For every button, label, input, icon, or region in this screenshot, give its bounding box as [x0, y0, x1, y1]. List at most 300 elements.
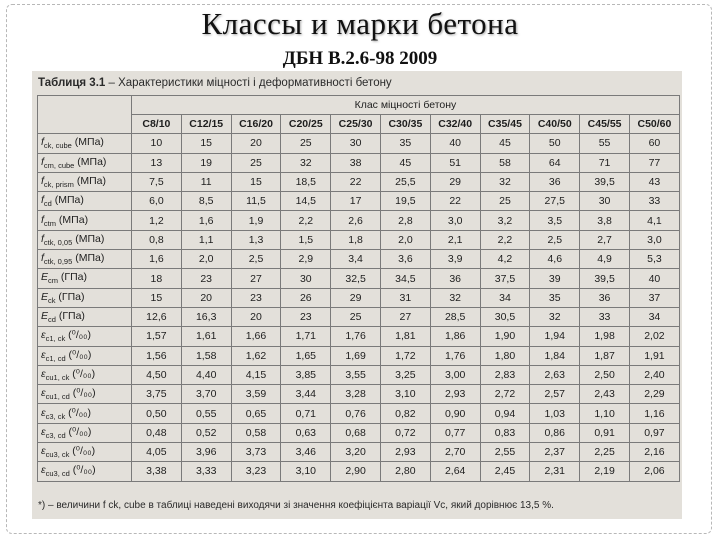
parameter-symbol: ε [41, 387, 46, 400]
parameter-symbol: ε [41, 348, 46, 361]
parameter-symbol: ε [41, 445, 46, 458]
value-cell: 1,98 [580, 327, 630, 346]
value-cell: 1,87 [580, 346, 630, 365]
value-cell: 15 [181, 134, 231, 153]
table-row [38, 423, 680, 442]
group-header: Клас міцності бетону [132, 96, 680, 115]
value-cell: 1,6 [181, 211, 231, 230]
value-cell: 2,40 [629, 365, 679, 384]
value-cell: 11,5 [231, 192, 281, 211]
parameter-subscript: c1, cd [45, 353, 66, 363]
value-cell: 23 [281, 307, 331, 326]
value-cell: 3,46 [281, 443, 331, 462]
value-cell: 2,93 [430, 385, 480, 404]
value-cell: 32 [480, 172, 530, 191]
parameter-subscript: c3, cd [45, 430, 66, 440]
value-cell: 3,4 [331, 250, 381, 269]
parameter-unit: (МПа) [51, 194, 84, 207]
value-cell: 3,44 [281, 385, 331, 404]
value-cell: 27 [380, 307, 430, 326]
table-body [38, 134, 680, 481]
value-cell: 2,45 [480, 462, 530, 481]
value-cell: 20 [231, 307, 281, 326]
value-cell: 34 [629, 307, 679, 326]
value-cell: 2,29 [629, 385, 679, 404]
value-cell: 4,50 [132, 365, 182, 384]
value-cell: 2,7 [580, 230, 630, 249]
table-row [38, 443, 680, 462]
value-cell: 2,0 [181, 250, 231, 269]
parameter-cell [38, 288, 132, 307]
table-row [38, 462, 680, 481]
slide-title: Классы и марки бетона [201, 6, 519, 41]
parameter-unit: (ГПа) [58, 271, 87, 284]
table-row [38, 404, 680, 423]
value-cell: 0,55 [181, 404, 231, 423]
value-cell: 32 [430, 288, 480, 307]
value-cell: 36 [580, 288, 630, 307]
value-cell: 14,5 [281, 192, 331, 211]
parameter-subscript: ck, cube [43, 141, 72, 151]
table-row [38, 250, 680, 269]
parameter-cell [38, 327, 132, 346]
value-cell: 4,05 [132, 443, 182, 462]
parameter-subscript: cd [48, 315, 56, 325]
value-cell: 0,86 [530, 423, 580, 442]
class-header-cell: C35/45 [480, 115, 530, 134]
value-cell: 51 [430, 153, 480, 172]
value-cell: 1,5 [281, 230, 331, 249]
value-cell: 1,86 [430, 327, 480, 346]
value-cell: 36 [430, 269, 480, 288]
parameter-cell [38, 404, 132, 423]
value-cell: 26 [281, 288, 331, 307]
value-cell: 0,83 [480, 423, 530, 442]
value-cell: 3,6 [380, 250, 430, 269]
value-cell: 2,83 [480, 365, 530, 384]
value-cell: 0,71 [281, 404, 331, 423]
value-cell: 1,6 [132, 250, 182, 269]
value-cell: 1,80 [480, 346, 530, 365]
value-cell: 37,5 [480, 269, 530, 288]
value-cell: 1,56 [132, 346, 182, 365]
value-cell: 4,9 [580, 250, 630, 269]
value-cell: 1,81 [380, 327, 430, 346]
value-cell: 2,55 [480, 443, 530, 462]
value-cell: 39,5 [580, 172, 630, 191]
value-cell: 2,25 [580, 443, 630, 462]
value-cell: 19 [181, 153, 231, 172]
parameter-symbol: f [41, 252, 44, 265]
parameter-symbol: ε [41, 329, 46, 342]
parameter-unit: (МПа) [73, 174, 106, 187]
value-cell: 1,91 [629, 346, 679, 365]
parameter-cell [38, 211, 132, 230]
table-row [38, 385, 680, 404]
parameter-symbol: f [41, 213, 44, 226]
parameter-subscript: cd [43, 199, 52, 209]
value-cell: 4,6 [530, 250, 580, 269]
value-cell: 5,3 [629, 250, 679, 269]
parameter-unit: (⁰/₀₀) [69, 367, 96, 380]
parameter-cell [38, 346, 132, 365]
value-cell: 34 [480, 288, 530, 307]
parameter-unit: (⁰/₀₀) [65, 348, 92, 361]
parameter-unit: (МПа) [56, 213, 89, 226]
value-cell: 3,25 [380, 365, 430, 384]
value-cell: 1,76 [331, 327, 381, 346]
value-cell: 2,93 [380, 443, 430, 462]
parameter-cell [38, 423, 132, 442]
parameter-cell [38, 192, 132, 211]
parameter-unit: (⁰/₀₀) [65, 425, 92, 438]
parameter-subscript: cu3, ck [45, 450, 70, 460]
value-cell: 1,3 [231, 230, 281, 249]
value-cell: 3,96 [181, 443, 231, 462]
value-cell: 2,43 [580, 385, 630, 404]
value-cell: 39,5 [580, 269, 630, 288]
value-cell: 25 [281, 134, 331, 153]
value-cell: 6,0 [132, 192, 182, 211]
value-cell: 20 [181, 288, 231, 307]
class-header-cell: C30/35 [380, 115, 430, 134]
parameter-symbol: ε [41, 425, 46, 438]
parameter-subscript: cm [48, 276, 59, 286]
value-cell: 1,8 [331, 230, 381, 249]
value-cell: 16,3 [181, 307, 231, 326]
value-cell: 0,82 [380, 404, 430, 423]
value-cell: 2,2 [281, 211, 331, 230]
table-row [38, 346, 680, 365]
footnote: *) – величини f ck, cube в таблиці наведені виходячи зі значення коефіцієнта варіації Vc, який дорівнює 13,5 %. [38, 500, 554, 511]
concrete-strength-table [37, 95, 680, 482]
table-row [38, 230, 680, 249]
value-cell: 1,1 [181, 230, 231, 249]
parameter-symbol: E [41, 290, 49, 303]
value-cell: 2,70 [430, 443, 480, 462]
value-cell: 2,19 [580, 462, 630, 481]
value-cell: 0,52 [181, 423, 231, 442]
value-cell: 35 [380, 134, 430, 153]
value-cell: 13 [132, 153, 182, 172]
value-cell: 30 [331, 134, 381, 153]
value-cell: 37 [629, 288, 679, 307]
class-header-cell: C40/50 [530, 115, 580, 134]
value-cell: 12,6 [132, 307, 182, 326]
value-cell: 33 [629, 192, 679, 211]
class-header-cell: C50/60 [629, 115, 679, 134]
value-cell: 32,5 [331, 269, 381, 288]
table-row [38, 365, 680, 384]
value-cell: 4,40 [181, 365, 231, 384]
value-cell: 1,65 [281, 346, 331, 365]
value-cell: 25 [480, 192, 530, 211]
value-cell: 22 [331, 172, 381, 191]
table-caption [38, 77, 392, 89]
parameter-symbol: f [41, 136, 44, 149]
value-cell: 45 [480, 134, 530, 153]
value-cell: 2,06 [629, 462, 679, 481]
value-cell: 34,5 [380, 269, 430, 288]
value-cell: 2,5 [530, 230, 580, 249]
parameter-unit: (⁰/₀₀) [65, 406, 91, 419]
value-cell: 2,90 [331, 462, 381, 481]
parameter-subscript: cu3, cd [45, 469, 70, 479]
value-cell: 2,37 [530, 443, 580, 462]
value-cell: 7,5 [132, 172, 182, 191]
class-header-cell: C20/25 [281, 115, 331, 134]
table-photo [32, 71, 682, 519]
parameter-cell [38, 462, 132, 481]
value-cell: 3,9 [430, 250, 480, 269]
parameter-subscript: ctk, 0,05 [43, 237, 73, 247]
value-cell: 0,8 [132, 230, 182, 249]
value-cell: 0,50 [132, 404, 182, 423]
value-cell: 4,2 [480, 250, 530, 269]
value-cell: 31 [380, 288, 430, 307]
parameter-unit: (⁰/₀₀) [65, 329, 91, 342]
value-cell: 27 [231, 269, 281, 288]
parameter-symbol: f [41, 232, 44, 245]
value-cell: 1,72 [380, 346, 430, 365]
value-cell: 4,1 [629, 211, 679, 230]
value-cell: 22 [430, 192, 480, 211]
class-header-cell: C12/15 [181, 115, 231, 134]
table-caption-label: Таблиця 3.1 [38, 77, 106, 89]
parameter-subscript: ck [48, 295, 56, 305]
table-row [38, 288, 680, 307]
parameter-subscript: ctm [43, 218, 57, 228]
parameter-unit: (МПа) [74, 155, 107, 168]
value-cell: 30 [281, 269, 331, 288]
parameter-unit: (ГПа) [55, 290, 85, 303]
table-row [38, 134, 680, 153]
parameter-symbol: f [41, 194, 44, 207]
class-header-cell: C45/55 [580, 115, 630, 134]
value-cell: 23 [181, 269, 231, 288]
parameter-unit: (ГПа) [55, 310, 85, 323]
value-cell: 30,5 [480, 307, 530, 326]
value-cell: 35 [530, 288, 580, 307]
parameter-subscript: ctk, 0,95 [43, 257, 73, 267]
table-row [38, 327, 680, 346]
parameter-cell [38, 385, 132, 404]
value-cell: 3,20 [331, 443, 381, 462]
value-cell: 11 [181, 172, 231, 191]
parameter-symbol: E [41, 271, 49, 284]
parameter-symbol: E [41, 310, 49, 323]
value-cell: 29 [331, 288, 381, 307]
value-cell: 0,48 [132, 423, 182, 442]
value-cell: 0,91 [580, 423, 630, 442]
value-cell: 60 [629, 134, 679, 153]
parameter-unit: (МПа) [72, 232, 105, 245]
value-cell: 0,72 [380, 423, 430, 442]
value-cell: 2,64 [430, 462, 480, 481]
value-cell: 0,90 [430, 404, 480, 423]
value-cell: 2,80 [380, 462, 430, 481]
value-cell: 3,0 [430, 211, 480, 230]
parameter-cell [38, 134, 132, 153]
value-cell: 64 [530, 153, 580, 172]
value-cell: 10 [132, 134, 182, 153]
parameter-subscript: c3, ck [45, 411, 66, 421]
parameter-cell [38, 365, 132, 384]
value-cell: 71 [580, 153, 630, 172]
table-row [38, 307, 680, 326]
parameter-unit: (⁰/₀₀) [69, 464, 96, 477]
value-cell: 30 [580, 192, 630, 211]
value-cell: 1,03 [530, 404, 580, 423]
parameter-symbol: ε [41, 464, 46, 477]
table-row [38, 211, 680, 230]
value-cell: 3,73 [231, 443, 281, 462]
value-cell: 1,62 [231, 346, 281, 365]
value-cell: 2,02 [629, 327, 679, 346]
value-cell: 3,0 [629, 230, 679, 249]
parameter-cell [38, 443, 132, 462]
value-cell: 25 [331, 307, 381, 326]
value-cell: 2,0 [380, 230, 430, 249]
value-cell: 3,00 [430, 365, 480, 384]
table-row [38, 153, 680, 172]
value-cell: 40 [430, 134, 480, 153]
value-cell: 45 [380, 153, 430, 172]
value-cell: 20 [231, 134, 281, 153]
value-cell: 4,15 [231, 365, 281, 384]
value-cell: 1,94 [530, 327, 580, 346]
value-cell: 1,69 [331, 346, 381, 365]
class-header-cell: C16/20 [231, 115, 281, 134]
value-cell: 1,84 [530, 346, 580, 365]
parameter-unit: (⁰/₀₀) [69, 387, 96, 400]
value-cell: 40 [629, 269, 679, 288]
value-cell: 1,57 [132, 327, 182, 346]
value-cell: 0,97 [629, 423, 679, 442]
value-cell: 58 [480, 153, 530, 172]
value-cell: 2,31 [530, 462, 580, 481]
table-caption-text: – Характеристики міцності і деформативності бетону [105, 77, 392, 89]
value-cell: 3,10 [380, 385, 430, 404]
value-cell: 2,72 [480, 385, 530, 404]
parameter-cell [38, 307, 132, 326]
parameter-symbol: ε [41, 367, 46, 380]
parameter-subscript: c1, ck [45, 334, 66, 344]
value-cell: 1,76 [430, 346, 480, 365]
parameter-symbol: f [41, 155, 44, 168]
value-cell: 3,10 [281, 462, 331, 481]
value-cell: 1,61 [181, 327, 231, 346]
value-cell: 55 [580, 134, 630, 153]
value-cell: 15 [231, 172, 281, 191]
value-cell: 0,77 [430, 423, 480, 442]
value-cell: 0,68 [331, 423, 381, 442]
value-cell: 25,5 [380, 172, 430, 191]
value-cell: 3,55 [331, 365, 381, 384]
parameter-subscript: cu1, cd [45, 392, 70, 402]
value-cell: 50 [530, 134, 580, 153]
value-cell: 43 [629, 172, 679, 191]
value-cell: 1,66 [231, 327, 281, 346]
value-cell: 3,23 [231, 462, 281, 481]
parameter-symbol: ε [41, 406, 46, 419]
value-cell: 18,5 [281, 172, 331, 191]
value-cell: 29 [430, 172, 480, 191]
value-cell: 8,5 [181, 192, 231, 211]
table-row [38, 269, 680, 288]
value-cell: 27,5 [530, 192, 580, 211]
parameter-subscript: cm, cube [43, 160, 75, 170]
value-cell: 2,2 [480, 230, 530, 249]
value-cell: 23 [231, 288, 281, 307]
value-cell: 1,16 [629, 404, 679, 423]
value-cell: 3,33 [181, 462, 231, 481]
value-cell: 3,85 [281, 365, 331, 384]
value-cell: 3,28 [331, 385, 381, 404]
value-cell: 3,75 [132, 385, 182, 404]
parameter-cell [38, 153, 132, 172]
slide-subtitle: ДБН В.2.6-98 2009 [282, 48, 438, 69]
value-cell: 33 [580, 307, 630, 326]
class-header-cell: C32/40 [430, 115, 480, 134]
value-cell: 0,65 [231, 404, 281, 423]
value-cell: 39 [530, 269, 580, 288]
parameter-unit: (МПа) [72, 252, 105, 265]
value-cell: 3,8 [580, 211, 630, 230]
value-cell: 2,6 [331, 211, 381, 230]
value-cell: 2,5 [231, 250, 281, 269]
value-cell: 1,2 [132, 211, 182, 230]
value-cell: 3,5 [530, 211, 580, 230]
class-header-cell: C8/10 [132, 115, 182, 134]
value-cell: 17 [331, 192, 381, 211]
value-cell: 1,10 [580, 404, 630, 423]
value-cell: 1,9 [231, 211, 281, 230]
table-row [38, 172, 680, 191]
value-cell: 2,57 [530, 385, 580, 404]
value-cell: 25 [231, 153, 281, 172]
value-cell: 2,63 [530, 365, 580, 384]
value-cell: 0,94 [480, 404, 530, 423]
value-cell: 77 [629, 153, 679, 172]
value-cell: 3,59 [231, 385, 281, 404]
value-cell: 18 [132, 269, 182, 288]
value-cell: 0,76 [331, 404, 381, 423]
value-cell: 1,90 [480, 327, 530, 346]
value-cell: 3,70 [181, 385, 231, 404]
value-cell: 2,8 [380, 211, 430, 230]
value-cell: 0,63 [281, 423, 331, 442]
parameter-subscript: ck, prism [43, 180, 74, 190]
parameter-cell [38, 230, 132, 249]
value-cell: 32 [530, 307, 580, 326]
value-cell: 2,50 [580, 365, 630, 384]
class-header-cell: C25/30 [331, 115, 381, 134]
parameter-unit: (⁰/₀₀) [69, 445, 96, 458]
param-corner-cell [38, 96, 132, 134]
value-cell: 0,58 [231, 423, 281, 442]
value-cell: 2,16 [629, 443, 679, 462]
value-cell: 15 [132, 288, 182, 307]
value-cell: 28,5 [430, 307, 480, 326]
parameter-cell [38, 250, 132, 269]
value-cell: 2,1 [430, 230, 480, 249]
value-cell: 38 [331, 153, 381, 172]
parameter-unit: (МПа) [71, 136, 104, 149]
value-cell: 3,2 [480, 211, 530, 230]
value-cell: 1,71 [281, 327, 331, 346]
parameter-cell [38, 269, 132, 288]
